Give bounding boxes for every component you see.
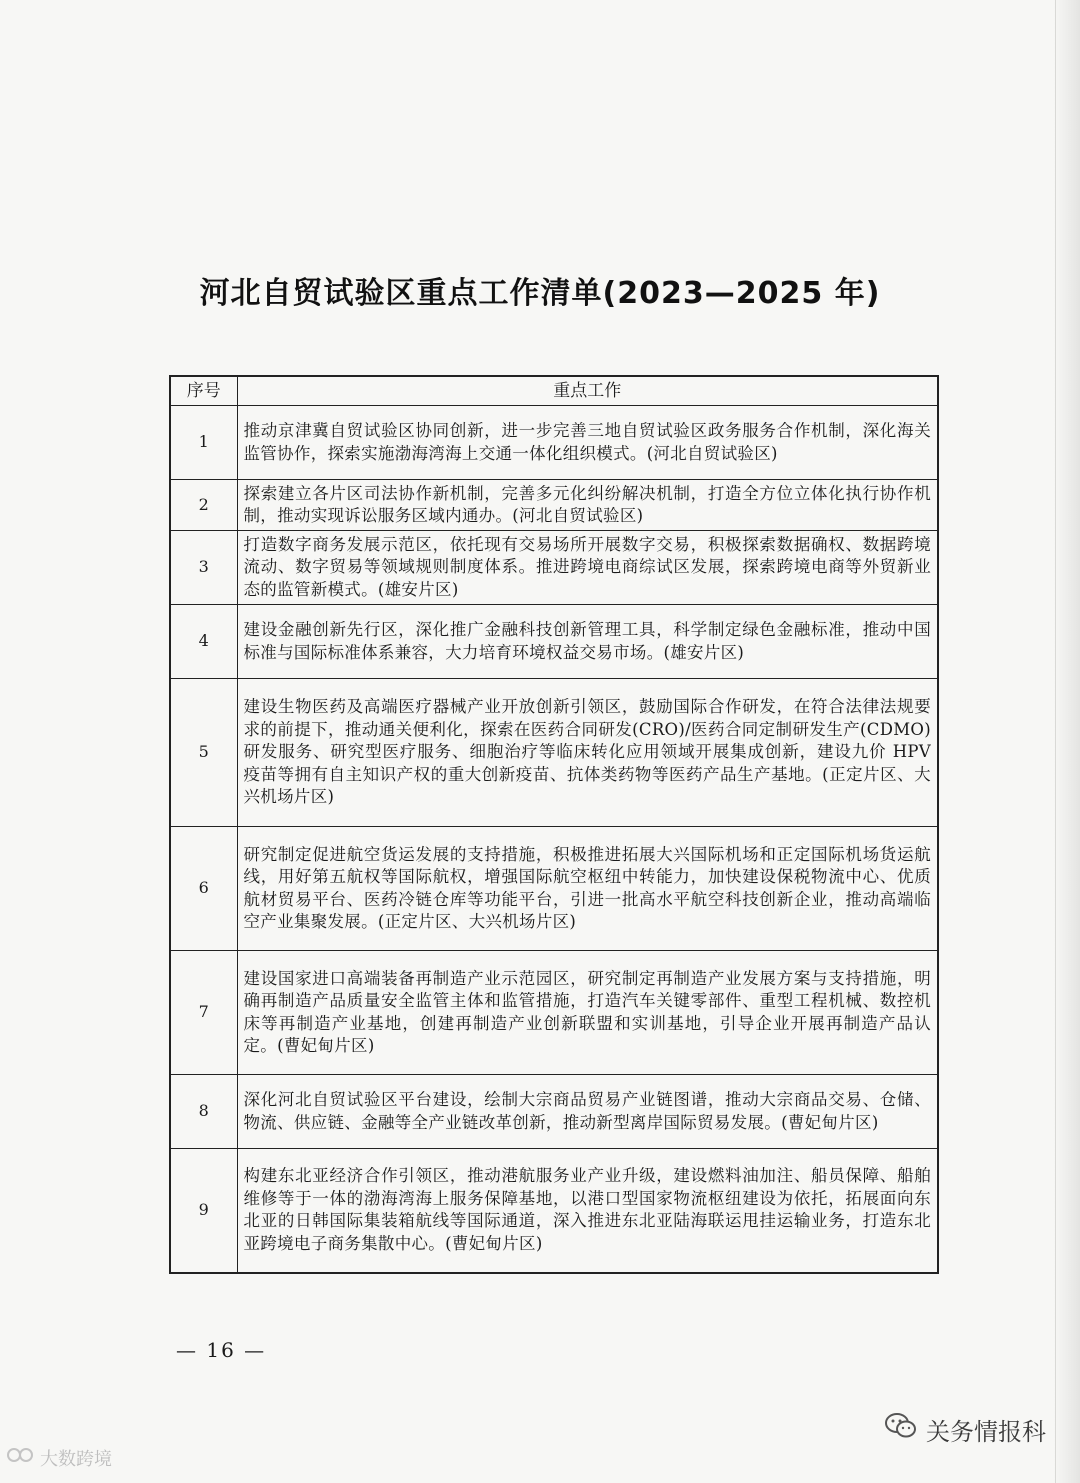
row-number: 6 bbox=[170, 827, 237, 951]
row-number: 8 bbox=[170, 1075, 237, 1149]
row-content: 深化河北自贸试验区平台建设，绘制大宗商品贸易产业链图谱，推动大宗商品交易、仓储、物流、供应链、金融等全产业链改革创新，推动新型离岸国际贸易发展。(曹妃甸片区) bbox=[237, 1075, 938, 1149]
table-header-row bbox=[170, 376, 938, 406]
row-content: 建设生物医药及高端医疗器械产业开放创新引领区，鼓励国际合作研发，在符合法律法规要求的前提下，推动通关便利化，探索在医药合同研发(CRO)/医药合同定制研发生产(CDMO)研发服务、研究型医疗服务、细胞治疗等临床转化应用领域开展集成创新，建设九价 HPV 疫苗等拥有自主知识产权的重大创新疫苗、抗体类药物等医药产品生产基地。(正定片区、大兴机场片区) bbox=[237, 679, 938, 827]
row-content: 建设国家进口高端装备再制造产业示范园区，研究制定再制造产业发展方案与支持措施，明确再制造产品质量安全监管主体和监管措施，打造汽车关键零部件、重型工程机械、数控机床等再制造产业基地，创建再制造产业创新联盟和实训基地，引导企业开展再制造产品认定。(曹妃甸片区) bbox=[237, 951, 938, 1075]
watermark-right bbox=[884, 1411, 1046, 1447]
table-row bbox=[170, 679, 938, 827]
row-number: 5 bbox=[170, 679, 237, 827]
row-number: 7 bbox=[170, 951, 237, 1075]
row-number: 9 bbox=[170, 1149, 237, 1273]
document-title: 河北自贸试验区重点工作清单(2023—2025 年) bbox=[199, 276, 881, 311]
table-row bbox=[170, 827, 938, 951]
row-content: 打造数字商务发展示范区，依托现有交易场所开展数字交易，积极探索数据确权、数据跨境流动、数字贸易等领域规则制度体系。推进跨境电商综试区发展，探索跨境电商等外贸新业态的监管新模式。(雄安片区) bbox=[237, 531, 938, 605]
page-number: — 16 — bbox=[176, 1338, 267, 1362]
row-content: 构建东北亚经济合作引领区，推动港航服务业产业升级，建设燃料油加注、船员保障、船舶维修等于一体的渤海湾海上服务保障基地，以港口型国家物流枢纽建设为依托，拓展面向东北亚的日韩国际集装箱航线等国际通道，深入推进东北亚陆海联运甩挂运输业务，打造东北亚跨境电子商务集散中心。(曹妃甸片区) bbox=[237, 1149, 938, 1273]
header-content: 重点工作 bbox=[237, 376, 938, 406]
work-list-table bbox=[169, 375, 939, 1274]
row-content: 研究制定促进航空货运发展的支持措施，积极推进拓展大兴国际机场和正定国际机场货运航线，用好第五航权等国际航权，增强国际航空枢纽中转能力，加快建设保税物流中心、优质航材贸易平台、医药冷链仓库等功能平台，引进一批高水平航空科技创新企业，推动高端临空产业集聚发展。(正定片区、大兴机场片区) bbox=[237, 827, 938, 951]
row-content: 探索建立各片区司法协作新机制，完善多元化纠纷解决机制，打造全方位立体化执行协作机制，推动实现诉讼服务区域内通办。(河北自贸试验区) bbox=[237, 480, 938, 531]
row-number: 2 bbox=[170, 480, 237, 531]
table-row bbox=[170, 480, 938, 531]
row-number: 3 bbox=[170, 531, 237, 605]
table-row bbox=[170, 1149, 938, 1273]
row-content: 建设金融创新先行区，深化推广金融科技创新管理工具，科学制定绿色金融标准，推动中国标准与国际标准体系兼容，大力培育环境权益交易市场。(雄安片区) bbox=[237, 605, 938, 679]
row-number: 1 bbox=[170, 406, 237, 480]
table-row bbox=[170, 951, 938, 1075]
row-number: 4 bbox=[170, 605, 237, 679]
page-edge-line bbox=[1055, 0, 1056, 1483]
table-row bbox=[170, 406, 938, 480]
watermark-logo-icon bbox=[6, 1444, 36, 1471]
table-row bbox=[170, 531, 938, 605]
wechat-icon bbox=[884, 1411, 918, 1447]
watermark-right-text: 关务情报科 bbox=[926, 1417, 1046, 1446]
table-row bbox=[170, 605, 938, 679]
page-edge-shadow bbox=[1054, 0, 1080, 1483]
watermark-left-text: 大数跨境 bbox=[40, 1448, 112, 1470]
header-num: 序号 bbox=[170, 376, 237, 406]
watermark-left bbox=[6, 1444, 112, 1471]
row-content: 推动京津冀自贸试验区协同创新，进一步完善三地自贸试验区政务服务合作机制，深化海关监管协作，探索实施渤海湾海上交通一体化组织模式。(河北自贸试验区) bbox=[237, 406, 938, 480]
table-row bbox=[170, 1075, 938, 1149]
